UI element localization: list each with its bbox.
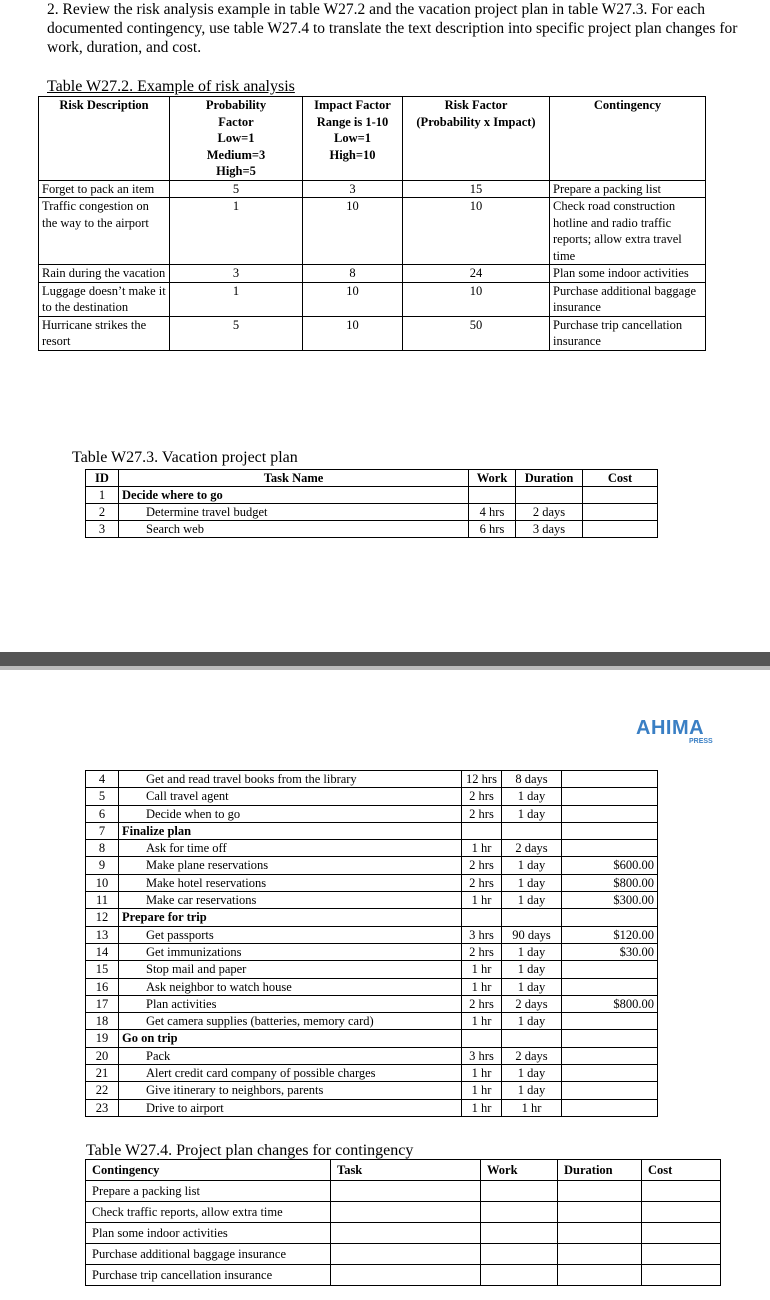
task-work: 1 hr (462, 840, 502, 857)
task-cell[interactable] (331, 1202, 481, 1223)
task-cost (562, 805, 658, 822)
plan-row (86, 788, 658, 805)
risk-factor-value: 10 (403, 282, 550, 316)
task-work: 6 hrs (469, 521, 516, 538)
contingency-value: Purchase trip cancellation insurance (550, 316, 706, 350)
task-work: 1 hr (462, 1099, 502, 1116)
task-duration: 1 day (502, 874, 562, 891)
header-line: Risk Factor (444, 98, 508, 112)
task-work: 1 hr (462, 1013, 502, 1030)
task-name: Search web (119, 521, 469, 538)
changes-row (86, 1181, 721, 1202)
risk-row (39, 180, 706, 198)
task-work: 3 hrs (462, 926, 502, 943)
header-line: Impact Factor (314, 98, 391, 112)
task-cost: $600.00 (562, 857, 658, 874)
task-duration: 3 days (516, 521, 583, 538)
plan-row (86, 857, 658, 874)
task-cost (562, 1065, 658, 1082)
task-cost (562, 1047, 658, 1064)
cost-cell[interactable] (642, 1244, 721, 1265)
task-duration: 1 day (502, 892, 562, 909)
task-id: 14 (86, 943, 119, 960)
impact-value: 10 (303, 282, 403, 316)
risk-description: Traffic congestion on the way to the airport (39, 198, 170, 265)
probability-value: 5 (170, 316, 303, 350)
risk-row (39, 282, 706, 316)
contingency-cell: Purchase trip cancellation insurance (86, 1265, 331, 1286)
task-work: 2 hrs (462, 943, 502, 960)
work-cell[interactable] (481, 1265, 558, 1286)
duration-cell[interactable] (558, 1265, 642, 1286)
plan-row (86, 771, 658, 788)
plan-table-title: Table W27.3. Vacation project plan (72, 449, 298, 466)
task-cost: $30.00 (562, 943, 658, 960)
task-work: 2 hrs (462, 805, 502, 822)
task-work (462, 1030, 502, 1047)
vacation-plan-table-part2 (85, 770, 658, 1117)
task-cost: $120.00 (562, 926, 658, 943)
task-work: 1 hr (462, 978, 502, 995)
task-cost (562, 1030, 658, 1047)
task-id: 6 (86, 805, 119, 822)
task-cost: $300.00 (562, 892, 658, 909)
header-line: Range is 1-10 (316, 114, 389, 129)
task-id: 21 (86, 1065, 119, 1082)
task-id: 1 (86, 487, 119, 504)
plan-row (86, 1065, 658, 1082)
task-work: 2 hrs (462, 874, 502, 891)
page-divider (0, 652, 770, 666)
task-duration: 1 day (502, 1013, 562, 1030)
task-id: 5 (86, 788, 119, 805)
task-cost (562, 961, 658, 978)
task-cost: $800.00 (562, 995, 658, 1012)
task-name: Drive to airport (119, 1099, 462, 1116)
task-cost (562, 1082, 658, 1099)
contingency-value: Plan some indoor activities (550, 265, 706, 283)
changes-row (86, 1223, 721, 1244)
impact-value: 3 (303, 180, 403, 198)
plan-row (86, 1047, 658, 1064)
task-duration: 1 day (502, 805, 562, 822)
risk-factor-value: 50 (403, 316, 550, 350)
task-duration: 1 hr (502, 1099, 562, 1116)
work-cell[interactable] (481, 1223, 558, 1244)
duration-cell[interactable] (558, 1202, 642, 1223)
contingency-cell: Plan some indoor activities (86, 1223, 331, 1244)
plan-row (86, 892, 658, 909)
task-work: 2 hrs (462, 788, 502, 805)
plan-row (86, 1013, 658, 1030)
risk-table-header-row (39, 97, 706, 181)
contingency-value: Prepare a packing list (550, 180, 706, 198)
task-name: Ask for time off (119, 840, 462, 857)
task-duration (502, 909, 562, 926)
risk-row (39, 316, 706, 350)
plan-row (86, 822, 658, 839)
task-id: 11 (86, 892, 119, 909)
ahima-press-logo (636, 717, 713, 745)
header-line: High=5 (216, 164, 256, 178)
task-cost (562, 909, 658, 926)
task-id: 7 (86, 822, 119, 839)
plan-row (86, 487, 658, 504)
header-line: Factor (218, 114, 254, 129)
task-id: 2 (86, 504, 119, 521)
duration-header: Duration (558, 1160, 642, 1181)
task-id: 10 (86, 874, 119, 891)
task-work: 1 hr (462, 1082, 502, 1099)
risk-factor-value: 24 (403, 265, 550, 283)
task-name: Get camera supplies (batteries, memory card) (119, 1013, 462, 1030)
work-cell[interactable] (481, 1244, 558, 1265)
impact-header (303, 97, 403, 181)
impact-value: 10 (303, 198, 403, 265)
task-duration: 1 day (502, 943, 562, 960)
risk-factor-value: 15 (403, 180, 550, 198)
probability-value: 1 (170, 198, 303, 265)
task-work: 12 hrs (462, 771, 502, 788)
task-name: Prepare for trip (119, 909, 462, 926)
task-duration: 1 day (502, 857, 562, 874)
id-header: ID (86, 470, 119, 487)
plan-row (86, 504, 658, 521)
cost-cell[interactable] (642, 1223, 721, 1244)
plan-table-header-row (86, 470, 658, 487)
task-work: 4 hrs (469, 504, 516, 521)
probability-value: 3 (170, 265, 303, 283)
task-name: Go on trip (119, 1030, 462, 1047)
task-duration: 2 days (502, 1047, 562, 1064)
task-work: 1 hr (462, 892, 502, 909)
contingency-cell: Check traffic reports, allow extra time (86, 1202, 331, 1223)
plan-row (86, 943, 658, 960)
task-id: 19 (86, 1030, 119, 1047)
plan-row (86, 874, 658, 891)
contingency-cell: Purchase additional baggage insurance (86, 1244, 331, 1265)
header-line: Probability (205, 98, 267, 112)
task-name-header: Task Name (119, 470, 469, 487)
task-work (462, 822, 502, 839)
task-name: Decide when to go (119, 805, 462, 822)
cost-header: Cost (642, 1160, 721, 1181)
task-work: 2 hrs (462, 995, 502, 1012)
risk-analysis-table (38, 96, 706, 351)
task-id: 20 (86, 1047, 119, 1064)
task-duration: 2 days (516, 504, 583, 521)
task-id: 8 (86, 840, 119, 857)
task-name: Pack (119, 1047, 462, 1064)
task-name: Make hotel reservations (119, 874, 462, 891)
task-name: Get immunizations (119, 943, 462, 960)
task-name: Determine travel budget (119, 504, 469, 521)
duration-cell[interactable] (558, 1181, 642, 1202)
task-name: Get passports (119, 926, 462, 943)
task-cost (562, 1099, 658, 1116)
plan-row (86, 926, 658, 943)
header-line: High=10 (329, 147, 376, 162)
task-name: Stop mail and paper (119, 961, 462, 978)
task-work: 3 hrs (462, 1047, 502, 1064)
page-divider-shadow (0, 666, 770, 670)
risk-description: Hurricane strikes the resort (39, 316, 170, 350)
task-cost (562, 1013, 658, 1030)
task-cost (562, 978, 658, 995)
task-duration (502, 1030, 562, 1047)
task-work (462, 909, 502, 926)
changes-table-title: Table W27.4. Project plan changes for contingency (86, 1142, 414, 1159)
work-header: Work (481, 1160, 558, 1181)
task-duration: 1 day (502, 788, 562, 805)
risk-row (39, 198, 706, 265)
task-name: Call travel agent (119, 788, 462, 805)
task-name: Make plane reservations (119, 857, 462, 874)
contingency-cell: Prepare a packing list (86, 1181, 331, 1202)
risk-factor-value: 10 (403, 198, 550, 265)
cost-cell[interactable] (642, 1202, 721, 1223)
probability-value: 1 (170, 282, 303, 316)
probability-header (170, 97, 303, 181)
task-name: Give itinerary to neighbors, parents (119, 1082, 462, 1099)
work-cell[interactable] (481, 1181, 558, 1202)
changes-table-body (86, 1181, 721, 1286)
task-duration: 8 days (502, 771, 562, 788)
task-duration: 1 day (502, 1065, 562, 1082)
task-duration: 1 day (502, 978, 562, 995)
plan-row (86, 1030, 658, 1047)
cost-cell[interactable] (642, 1181, 721, 1202)
changes-row (86, 1244, 721, 1265)
impact-value: 8 (303, 265, 403, 283)
header-line: Low=1 (334, 131, 371, 145)
task-cell[interactable] (331, 1244, 481, 1265)
work-header: Work (469, 470, 516, 487)
task-id: 15 (86, 961, 119, 978)
task-cost: $800.00 (562, 874, 658, 891)
work-cell[interactable] (481, 1202, 558, 1223)
task-name: Plan activities (119, 995, 462, 1012)
logo-sub: PRESS (689, 738, 713, 745)
task-cost (562, 840, 658, 857)
task-cost (562, 822, 658, 839)
task-work (469, 487, 516, 504)
changes-row (86, 1202, 721, 1223)
task-cost (583, 487, 658, 504)
task-id: 13 (86, 926, 119, 943)
task-duration: 90 days (502, 926, 562, 943)
task-name: Get and read travel books from the library (119, 771, 462, 788)
logo-name: AHIMA (636, 717, 705, 739)
risk-row (39, 265, 706, 283)
contingency-value: Check road construction hotline and radio traffic reports; allow extra travel time (550, 198, 706, 265)
task-cost (583, 521, 658, 538)
task-header: Task (331, 1160, 481, 1181)
task-cost (562, 788, 658, 805)
task-duration: 2 days (502, 840, 562, 857)
task-duration (516, 487, 583, 504)
plan-row (86, 805, 658, 822)
contingency-header: Contingency (550, 97, 706, 181)
changes-table-header-row (86, 1160, 721, 1181)
task-duration: 1 day (502, 1082, 562, 1099)
plan-row (86, 961, 658, 978)
duration-header: Duration (516, 470, 583, 487)
plan-row (86, 1082, 658, 1099)
task-name: Finalize plan (119, 822, 462, 839)
task-cell[interactable] (331, 1265, 481, 1286)
task-name: Decide where to go (119, 487, 469, 504)
risk-table-title: Table W27.2. Example of risk analysis (47, 78, 295, 95)
task-id: 4 (86, 771, 119, 788)
task-work: 2 hrs (462, 857, 502, 874)
impact-value: 10 (303, 316, 403, 350)
risk-description: Forget to pack an item (39, 180, 170, 198)
task-id: 23 (86, 1099, 119, 1116)
risk-description: Luggage doesn’t make it to the destination (39, 282, 170, 316)
task-duration (502, 822, 562, 839)
task-name: Alert credit card company of possible charges (119, 1065, 462, 1082)
task-id: 18 (86, 1013, 119, 1030)
probability-value: 5 (170, 180, 303, 198)
risk-description: Rain during the vacation (39, 265, 170, 283)
task-work: 1 hr (462, 961, 502, 978)
header-line: Low=1 (217, 131, 255, 145)
header-line: (Probability x Impact) (416, 114, 536, 129)
duration-cell[interactable] (558, 1223, 642, 1244)
plan-table-body (86, 771, 658, 1117)
risk-factor-header (403, 97, 550, 181)
task-id: 12 (86, 909, 119, 926)
plan-row (86, 995, 658, 1012)
task-name: Make car reservations (119, 892, 462, 909)
task-cell[interactable] (331, 1181, 481, 1202)
instructions-text: 2. Review the risk analysis example in table W27.2 and the vacation project plan in table W27.3. For each documented contingency, use table W27.4 to translate the text description into specific project plan changes for work, duration, and cost. (47, 1, 738, 56)
task-cell[interactable] (331, 1223, 481, 1244)
plan-row (86, 521, 658, 538)
plan-table-body (86, 487, 658, 538)
project-changes-table (85, 1159, 721, 1286)
task-id: 22 (86, 1082, 119, 1099)
task-id: 3 (86, 521, 119, 538)
contingency-header: Contingency (86, 1160, 331, 1181)
task-id: 9 (86, 857, 119, 874)
task-id: 17 (86, 995, 119, 1012)
plan-row (86, 978, 658, 995)
task-cost (562, 771, 658, 788)
header-line: Medium=3 (206, 147, 266, 162)
task-duration: 1 day (502, 961, 562, 978)
plan-row (86, 840, 658, 857)
plan-row (86, 1099, 658, 1116)
plan-row (86, 909, 658, 926)
vacation-plan-table-part1 (85, 469, 658, 538)
changes-row (86, 1265, 721, 1286)
task-name: Ask neighbor to watch house (119, 978, 462, 995)
task-id: 16 (86, 978, 119, 995)
duration-cell[interactable] (558, 1244, 642, 1265)
risk-description-header: Risk Description (39, 97, 170, 181)
cost-cell[interactable] (642, 1265, 721, 1286)
task-duration: 2 days (502, 995, 562, 1012)
task-cost (583, 504, 658, 521)
cost-header: Cost (583, 470, 658, 487)
task-work: 1 hr (462, 1065, 502, 1082)
contingency-value: Purchase additional baggage insurance (550, 282, 706, 316)
